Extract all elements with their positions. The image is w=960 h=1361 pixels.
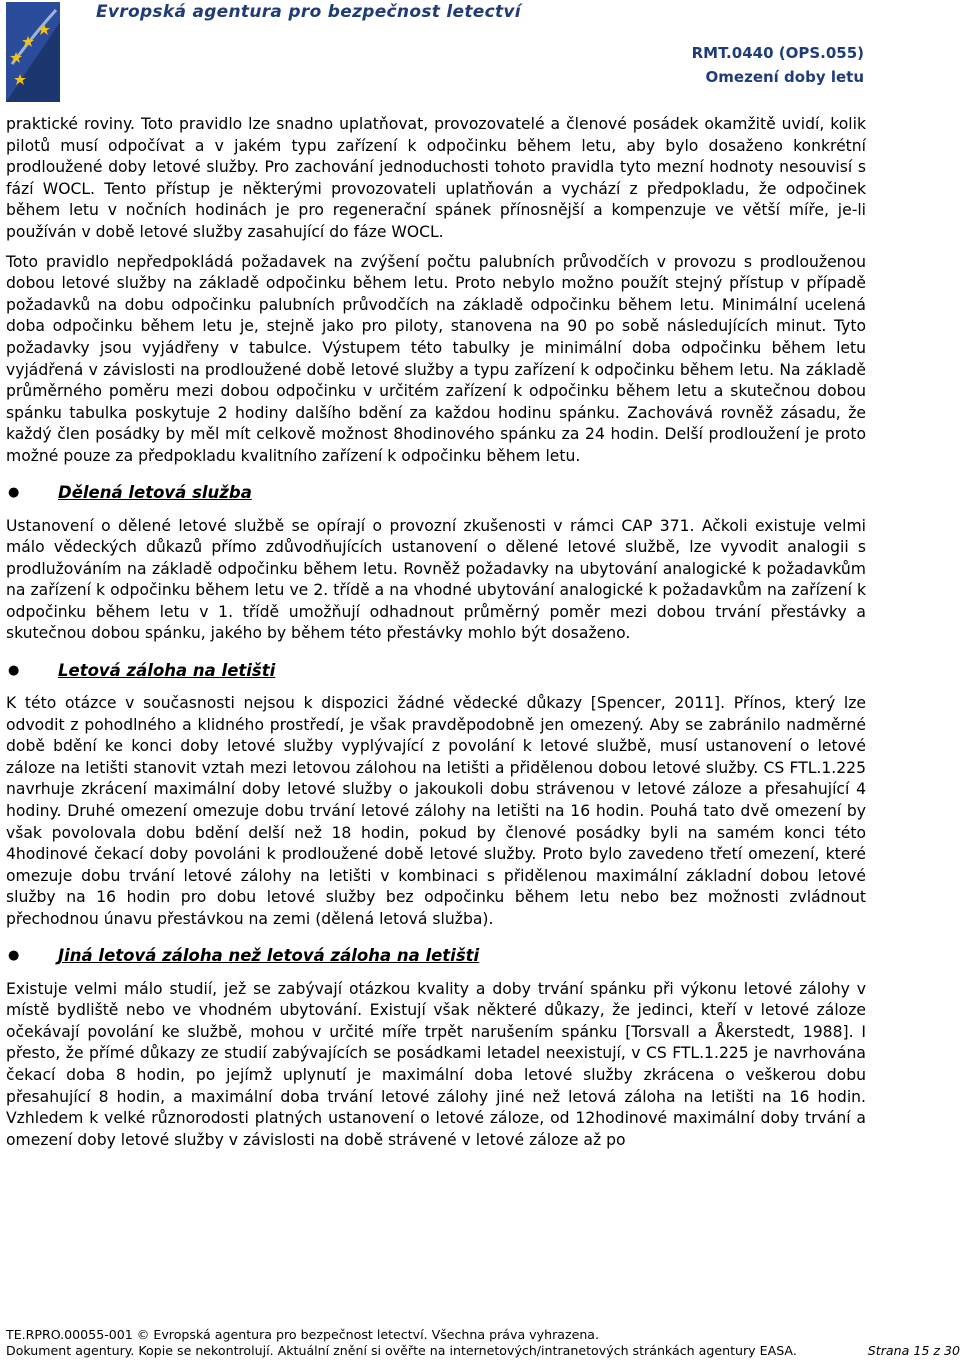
bullet-icon: ● bbox=[8, 948, 20, 964]
heading-text: Dělená letová služba bbox=[58, 483, 252, 502]
paragraph-1: praktické roviny. Toto pravidlo lze snadno uplatňovat, provozovatelé a členové posádek okamžitě uvidí, kolik pilotů musí odpočívat a v jakém typu zařízení k odpočinku během letu, aby bylo dosaženo konkrétní prodloužené doby letové služby. Pro zachování jednoduchosti tohoto pravidla tyto mezní hodnoty nesouvisí s fází WOCL. Tento přístup je některými provozovateli uplatňován a vychází z předpokladu, že odpočinek během letu v nočních hodinách je pro regenerační spánek přínosnější a kompenzuje ve větší míře, je-li používán v době letové služby zasahující do fáze WOCL. bbox=[6, 115, 866, 241]
easa-logo bbox=[6, 2, 60, 102]
paragraph-2: Toto pravidlo nepředpokládá požadavek na zvýšení počtu palubních průvodčích v provozu s prodlouženou dobou letové služby na základě odpočinku během letu. Proto nebylo možno použít stejný přístup v případě požadavků na dobu odpočinku palubních průvodčích na základě odpočinku během letu. Minimální ucelená doba odpočinku během letu je, stejně jako pro piloty, stanovena na 90 po sobě následujících minut. Tyto požadavky jsou vyjádřeny v tabulce. Výstupem této tabulky je minimální doba odpočinku během letu vyjádřená v závislosti na prodloužené době letové služby a typu zařízení k odpočinku během letu. Na základě průměrného poměru mezi dobou odpočinku v určitém zařízení k odpočinku během letu a skutečnou dobou spánku tabulka poskytuje 2 hodiny dalšího bdění za každou hodinu spánku. Zachovává rovněž zásadu, že každý člen posádky by měl mít celkově možnost 8hodinového spánku za 24 hodin. Delší prodloužení je proto možné pouze za předpokladu kvalitního zařízení k odpočinku během letu. bbox=[6, 252, 866, 465]
footer-copyright: TE.RPRO.00055-001 © Evropská agentura pro bezpečnost letectví. Všechna práva vyhrazena. bbox=[6, 1327, 600, 1342]
document-title: Omezení doby letu bbox=[705, 68, 864, 86]
section-heading-other-standby bbox=[6, 945, 866, 967]
footer-disclaimer: Dokument agentury. Kopie se nekontrolují. Aktuální znění si ověřte na internetových/intranetových stránkách agentury EASA. bbox=[6, 1343, 797, 1358]
section-heading-split-duty bbox=[6, 482, 866, 504]
bullet-icon: ● bbox=[8, 662, 20, 678]
heading-text: Jiná letová záloha než letová záloha na letišti bbox=[58, 946, 480, 966]
document-body bbox=[6, 114, 866, 1159]
paragraph-4: K této otázce v současnosti nejsou k dispozici žádné vědecké důkazy [Spencer, 2011]. Přínos, který lze odvodit z pohodlného a klidného prostředí, je však pravděpodobně jen omezený. Aby se zabránilo nadměrné době bdění ke konci doby letové služby vyplývající z povolání k letové službě, musí ustanovení o letové záloze na letišti stanovit vztah mezi letovou zálohou na letišti a přidělenou dobou letové služby. CS FTL.1.225 navrhuje zkrácení maximální doby letové služby o jakoukoli dobu strávenou v letové záloze a přesahující 4 hodiny. Druhé omezení omezuje dobu trvání letové zálohy na letišti na 16 hodin. Pouhá tato dvě omezení by však povolovala dobu bdění delší než 18 hodin, pokud by členové posádky byli na samém konci této 4hodinové čekací doby povoláni k prodloužené době letové služby. Proto bylo zavedeno třetí omezení, které omezuje dobu trvání letové zálohy na letišti v kombinaci s přidělenou maximální základní dobou letové služby na 16 hodin pro dobu letové služby bez odpočinku během letu nebo bez možnosti zvládnout přechodnou únavu přestávkou na zemi (dělená letová služba). bbox=[6, 694, 866, 928]
bullet-icon: ● bbox=[8, 485, 20, 500]
page-number: Strana 15 z 30 bbox=[867, 1343, 960, 1358]
agency-name: Evropská agentura pro bezpečnost letectví bbox=[96, 2, 521, 22]
paragraph-5: Existuje velmi málo studií, jež se zabývají otázkou kvality a doby trvání spánku při výkonu letové zálohy v místě bydliště nebo ve vhodném ubytování. Existují však některé důkazy, že jedinci, kteří v letové záloze očekávají povolání ke službě, mohou v určité míře trpět narušením spánku [Torsvall a Åkerstedt, 1988]. I přesto, že přímé důkazy ze studií zabývajících se posádkami letadel neexistují, v CS FTL.1.225 je navrhována čekací doba 8 hodin, po jejímž uplynutí je maximální doba letové služby zkrácena o veškerou dobu přesahující 8 hodin, a maximální doba trvání letové zálohy jiné než letová záloha na letišti na 16 hodin. Vzhledem k velké různorodosti platných ustanovení o letové záloze, od 12hodinové maximální doby trvání a omezení doby letové služby v závislosti na době strávené v letové záloze až po bbox=[6, 979, 866, 1149]
footer-bar bbox=[6, 1343, 960, 1358]
paragraph-3: Ustanovení o dělené letové službě se opírají o provozní zkušenosti v rámci CAP 371. Ačkoli existuje velmi málo vědeckých důkazů přímo zdůvodňujících ustanovení o dělené letové službě, lze vyvodit analogii s prodlužováním na základě odpočinku během letu. Rovněž požadavky na ubytování analogické k požadavkům na zařízení k odpočinku během letu ve 2. třídě a na vhodné ubytování analogické k požadavkům na zařízení k odpočinku během letu v 1. třídě umožňují odhadnout průměrný poměr mezi dobou trvání přestávky a skutečnou dobou spánku, jakého by během této přestávky mohlo být dosaženo. bbox=[6, 516, 866, 643]
heading-text: Letová záloha na letišti bbox=[58, 660, 276, 680]
document-id: RMT.0440 (OPS.055) bbox=[691, 44, 864, 62]
section-heading-airport-standby bbox=[6, 659, 866, 681]
